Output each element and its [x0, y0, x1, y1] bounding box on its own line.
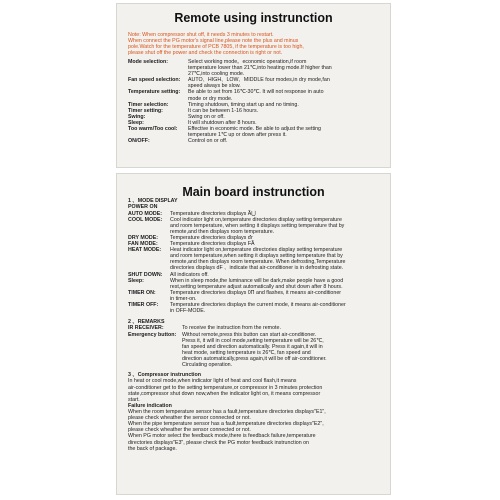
remote-setting-row — [128, 138, 388, 144]
remote-setting-value: Control on or off. — [188, 138, 228, 145]
remote-setting-row — [128, 126, 388, 138]
mode-label: TIMER OFF: — [128, 302, 159, 308]
mode-label: COOL MODE: — [128, 216, 163, 223]
remark-row — [128, 332, 388, 369]
mode-label: AUTO MODE: — [128, 210, 163, 217]
failure-text: When the room temperature sensor has a fault,temperature directories displays"E1", please check wheather the sensor connected or not. When the pipe temperature sensor has a fault,temperature directories displays"E2", please check wheather the sensor connected or not. When PG motor select the feedback mode,there is feedback failure,temperature directories displays"E3", please check the PG motor feedback instrunction on the back of package. — [128, 409, 326, 452]
remark-value: Without remote,press this button can start air-conditioner. Press it, it will in cool mode,setting temperature will be 26℃, fan speed and direction automatically. Press it again,it will in heat mode, setting temperature is 26℃, fan speed and direction automatically,press again,it will be off air-conditioner. Circulating operation. — [182, 331, 327, 369]
remote-setting-label: Fan speed selection: — [128, 77, 181, 84]
remote-setting-value: Select working mode。economic operation,if room temperature lower than 21℃,into heating mode.If higher than 27℃,into cooling mode. — [188, 59, 332, 78]
remote-setting-row — [128, 59, 388, 77]
mode-row — [128, 217, 388, 235]
mode-value: Temperature directories displays ďᴦ — [170, 234, 253, 241]
remote-instruction-panel — [116, 3, 391, 168]
mode-row — [128, 302, 388, 314]
remark-label: IR RECEIVER: — [128, 325, 164, 332]
remark-label: Emergency button: — [128, 331, 177, 338]
section-remarks-heading: 2 、REMARKS — [128, 319, 165, 326]
mode-rows — [128, 211, 388, 315]
remote-setting-label: Timer setting: — [128, 107, 163, 114]
remote-setting-value: AUTO、HIGH、LOW、MIDDLE four modes,in dry mode,fan speed always be slow. — [188, 77, 330, 90]
mode-value: When in sleep mode,the luminance will be dark,make people have a good rest,setting temperature adjust automatically and shut down after 8 hours. — [170, 277, 344, 290]
remote-setting-label: Too warm/Too cool: — [128, 126, 178, 133]
remark-value: To receive the instruction from the remote. — [182, 325, 281, 332]
remote-setting-label: ON/OFF: — [128, 138, 150, 145]
failure-heading: Failure indication — [128, 402, 172, 409]
remote-setting-row — [128, 77, 388, 89]
mode-label: FAN MODE: — [128, 241, 158, 248]
mode-value: Temperature directories displays ϜȀ — [170, 241, 255, 248]
mode-label: HEAT MODE: — [128, 247, 162, 254]
remote-setting-row — [128, 89, 388, 101]
mode-row — [128, 247, 388, 271]
mode-value: Temperature directories displays the current mode, it means air-conditioner in OFF-MODE. — [170, 302, 346, 315]
remote-setting-value: It can be between 1-16 hours. — [188, 107, 259, 114]
remote-setting-label: Timer selection: — [128, 101, 169, 108]
remote-title: Remote using instrunction — [174, 11, 333, 25]
section-compressor-heading: 3 、Compressor instrunction — [128, 372, 201, 379]
main-board-content — [128, 198, 388, 452]
remark-rows — [128, 325, 388, 368]
remote-setting-label: Mode selection: — [128, 59, 169, 65]
mode-value: Heat indicator light on,temperature directories display setting temperature and room temperature,when setting it displays setting temperature that by remote,and then displays room temperature. When defrosting,Temperature directories displays dF 、indicate that air-conditioner is in defrosting state. — [170, 247, 346, 272]
main-board-title: Main board instrunction — [182, 185, 325, 199]
mode-value: All indicators off. — [170, 271, 209, 278]
mode-value: Temperature directories displays 0П and flashes, it means air-conditioner in timer-on. — [170, 289, 342, 302]
mode-value: Temperature directories displays Ȁ⋃ — [170, 210, 256, 217]
mode-label: TIMER ON: — [128, 289, 156, 296]
mode-label: SHUT DOWN: — [128, 271, 163, 278]
remote-setting-value: Effective in economic mode. Be able to adjust the setting temperature 1℃ up or down after press it. — [188, 126, 321, 139]
remote-setting-value: It will shutdown after 8 hours. — [188, 119, 257, 126]
main-board-panel — [116, 173, 391, 495]
mode-value: Cool indicator light on,temperature directories display setting temperature and room temperature, when setting it displays setting temperature that by remote,and then displays room temperature. — [170, 216, 345, 235]
remote-setting-value: Timing shutdown, timing start up and no timing. — [188, 101, 299, 108]
note-text: Note: When compressor shut off, it needs 3 minutes to restart. When connect the PG motor's signal line,please note the plus and minus pole.Watch for the temperature of PCB 7805, if the temperature is too high, please shut off the power and check the connection is right or not. — [128, 32, 304, 57]
compressor-text: In heat or cool mode,when indicator light of heat and cool flash,it means air-conditioner get to the setting temperature,or compressor in 3 minutes protection state,compressor shut down now,when the indicator light on, it means compressor start. — [128, 378, 323, 403]
remote-rows — [128, 59, 388, 144]
section-mode-display-heading: 1 、MODE DISPLAY POWER ON — [128, 198, 178, 211]
remote-setting-label: Swing: — [128, 113, 146, 120]
remote-setting-label: Temperature setting: — [128, 89, 181, 96]
mode-row — [128, 278, 388, 290]
mode-label: Sleep: — [128, 277, 144, 284]
remote-setting-label: Sleep: — [128, 119, 144, 126]
mode-label: DRY MODE: — [128, 234, 159, 241]
remote-setting-value: Be able to set from 16℃-30℃. It will not response in auto mode or dry mode. — [188, 89, 324, 102]
remote-setting-value: Swing on or off. — [188, 113, 225, 120]
mode-row — [128, 290, 388, 302]
